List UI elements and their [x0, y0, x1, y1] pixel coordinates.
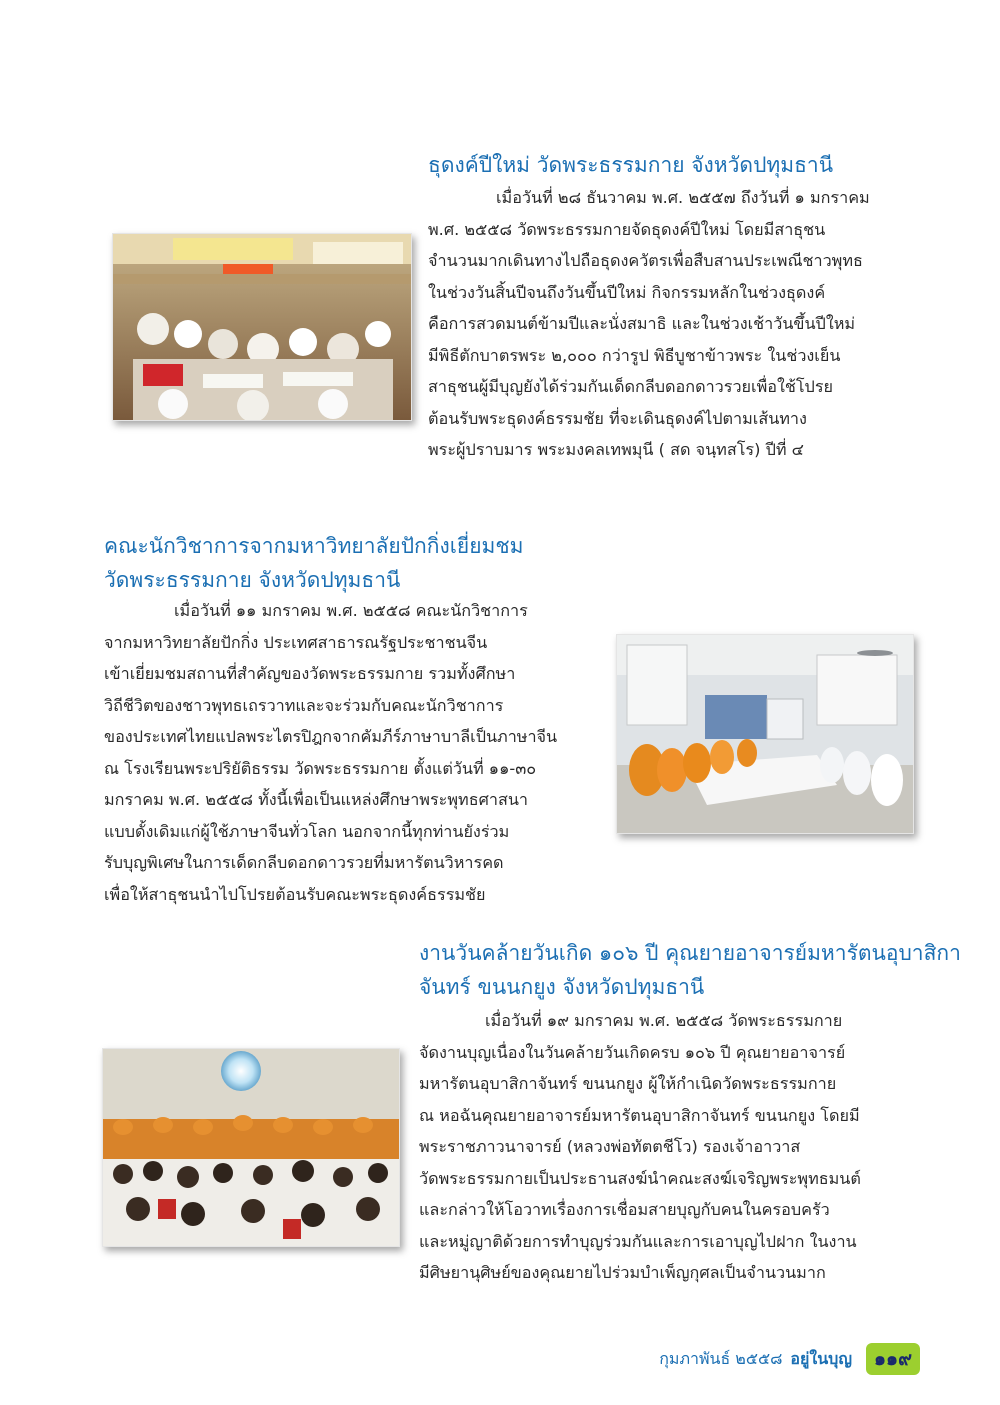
article2-line: วิถีชีวิตของชาวพุทธเถรวาทและจะร่วมกับคณะนักวิชาการ: [104, 695, 504, 715]
article1-line: พ.ศ. ๒๕๕๘ วัดพระธรรมกายจัดธุดงค์ปีใหม่ โดยมีสาธุชน: [428, 219, 826, 239]
article1-line: ต้อนรับพระธุดงค์ธรรมชัย ที่จะเดินธุดงค์ไปตามเส้นทาง: [428, 408, 807, 428]
article3-line: มีศิษยานุศิษย์ของคุณยายไปร่วมบำเพ็ญกุศลเป็นจำนวนมาก: [419, 1263, 826, 1282]
article2-line: รับบุญพิเศษในการเด็ดกลีบดอกดาวรวยที่มหารัตนวิหารคด: [104, 853, 504, 872]
article1-line: จำนวนมากเดินทางไปถือธุดงควัตรเพื่อสืบสานประเพณีชาวพุทธ: [428, 251, 863, 270]
article3-line: เมื่อวันที่ ๑๙ มกราคม พ.ศ. ๒๕๕๘ วัดพระธรรมกาย: [485, 1011, 843, 1030]
article1-line: ในช่วงวันสิ้นปีจนถึงวันขึ้นปีใหม่ กิจกรรมหลักในช่วงธุดงค์: [428, 282, 826, 302]
article1-title: ธุดงค์ปีใหม่ วัดพระธรรมกาย จังหวัดปทุมธานี: [428, 153, 834, 177]
article3-line: มหารัตนอุบาสิกาจันทร์ ขนนกยูง ผู้ให้กำเนิดวัดพระธรรมกาย: [419, 1074, 837, 1093]
article3-line: ณ หอฉันคุณยายอาจารย์มหารัตนอุบาสิกาจันทร์ ขนนกยูง โดยมี: [419, 1105, 860, 1125]
article2-line: เข้าเยี่ยมชมสถานที่สำคัญของวัดพระธรรมกาย รวมทั้งศึกษา: [104, 664, 516, 683]
article2-line: ของประเทศไทยแปลพระไตรปิฎกจากคัมภีร์ภาษาบาลีเป็นภาษาจีน: [104, 727, 558, 746]
article2-line: ณ โรงเรียนพระปริยัติธรรม วัดพระธรรมกาย ตั้งแต่วันที่ ๑๑-๓๐: [104, 758, 537, 778]
article2-title-line2: วัดพระธรรมกาย จังหวัดปทุมธานี: [104, 568, 401, 592]
article1-body: [428, 182, 920, 466]
article3-title-line2: จันทร์ ขนนกยูง จังหวัดปทุมธานี: [419, 975, 705, 999]
article1-line: เมื่อวันที่ ๒๘ ธันวาคม พ.ศ. ๒๕๕๗ ถึงวันที่ ๑ มกราคม: [496, 188, 870, 207]
article1-line: คือการสวดมนต์ข้ามปีและนั่งสมาธิ และในช่วงเช้าวันขึ้นปีใหม่: [428, 314, 856, 333]
article2-line: เพื่อให้สาธุชนนำไปโปรยต้อนรับคณะพระธุดงค์ธรรมชัย: [104, 884, 486, 904]
article3-title-line1: งานวันคล้ายวันเกิด ๑๐๖ ปี คุณยายอาจารย์มหารัตนอุบาสิกา: [419, 941, 961, 965]
footer-month: กุมภาพันธ์ ๒๕๕๘: [659, 1348, 783, 1368]
article3-line: และหมู่ญาติด้วยการทำบุญร่วมกันและการเอาบุญไปฝาก ในงาน: [419, 1231, 857, 1251]
article2-body: [104, 595, 589, 910]
photo-beijing-academics-visit: [616, 634, 914, 834]
page-footer: [659, 1343, 920, 1375]
photo-birthday-ceremony: [102, 1048, 400, 1247]
footer-magazine-name: อยู่ในบุญ: [790, 1348, 852, 1368]
article2-line: จากมหาวิทยาลัยปักกิ่ง ประเทศสาธารณรัฐประชาชนจีน: [104, 632, 488, 652]
article2-line: มกราคม พ.ศ. ๒๕๕๘ ทั้งนี้เพื่อเป็นแหล่งศึกษาพระพุทธศาสนา: [104, 790, 528, 809]
article3-line: พระราชภาวนาจารย์ (หลวงพ่อทัตตชีโว) รองเจ้าอาวาส: [419, 1137, 801, 1156]
article2-title-line1: คณะนักวิชาการจากมหาวิทยาลัยปักกิ่งเยี่ยมชม: [104, 534, 524, 558]
article3-body: [419, 1005, 919, 1289]
page-number: ๑๑๙: [866, 1343, 920, 1375]
article1-line: สาธุชนผู้มีบุญยังได้ร่วมกันเด็ดกลีบดอกดาวรวยเพื่อใช้โปรย: [428, 377, 834, 396]
article1-line: มีพิธีตักบาตรพระ ๒,๐๐๐ กว่ารูป พิธีบูชาข้าวพระ ในช่วงเย็น: [428, 345, 841, 365]
article3-line: จัดงานบุญเนื่องในวันคล้ายวันเกิดครบ ๑๐๖ ปี คุณยายอาจารย์: [419, 1042, 846, 1062]
article2-title: [104, 529, 523, 597]
article2-line: เมื่อวันที่ ๑๑ มกราคม พ.ศ. ๒๕๕๘ คณะนักวิชาการ: [174, 601, 528, 620]
article3-title: [419, 936, 961, 1004]
article3-line: และกล่าวให้โอวาทเรื่องการเชื่อมสายบุญกับคนในครอบครัว: [419, 1200, 830, 1219]
photo-new-year-dhutanga: [112, 233, 412, 421]
article3-line: วัดพระธรรมกายเป็นประธานสงฆ์นำคณะสงฆ์เจริญพระพุทธมนต์: [419, 1168, 861, 1188]
article1-line: พระผู้ปราบมาร พระมงคลเทพมุนี ( สด จนฺทสโร) ปีที่ ๔: [428, 440, 804, 459]
article2-line: แบบดั้งเดิมแก่ผู้ใช้ภาษาจีนทั่วโลก นอกจากนี้ทุกท่านยังร่วม: [104, 821, 510, 841]
